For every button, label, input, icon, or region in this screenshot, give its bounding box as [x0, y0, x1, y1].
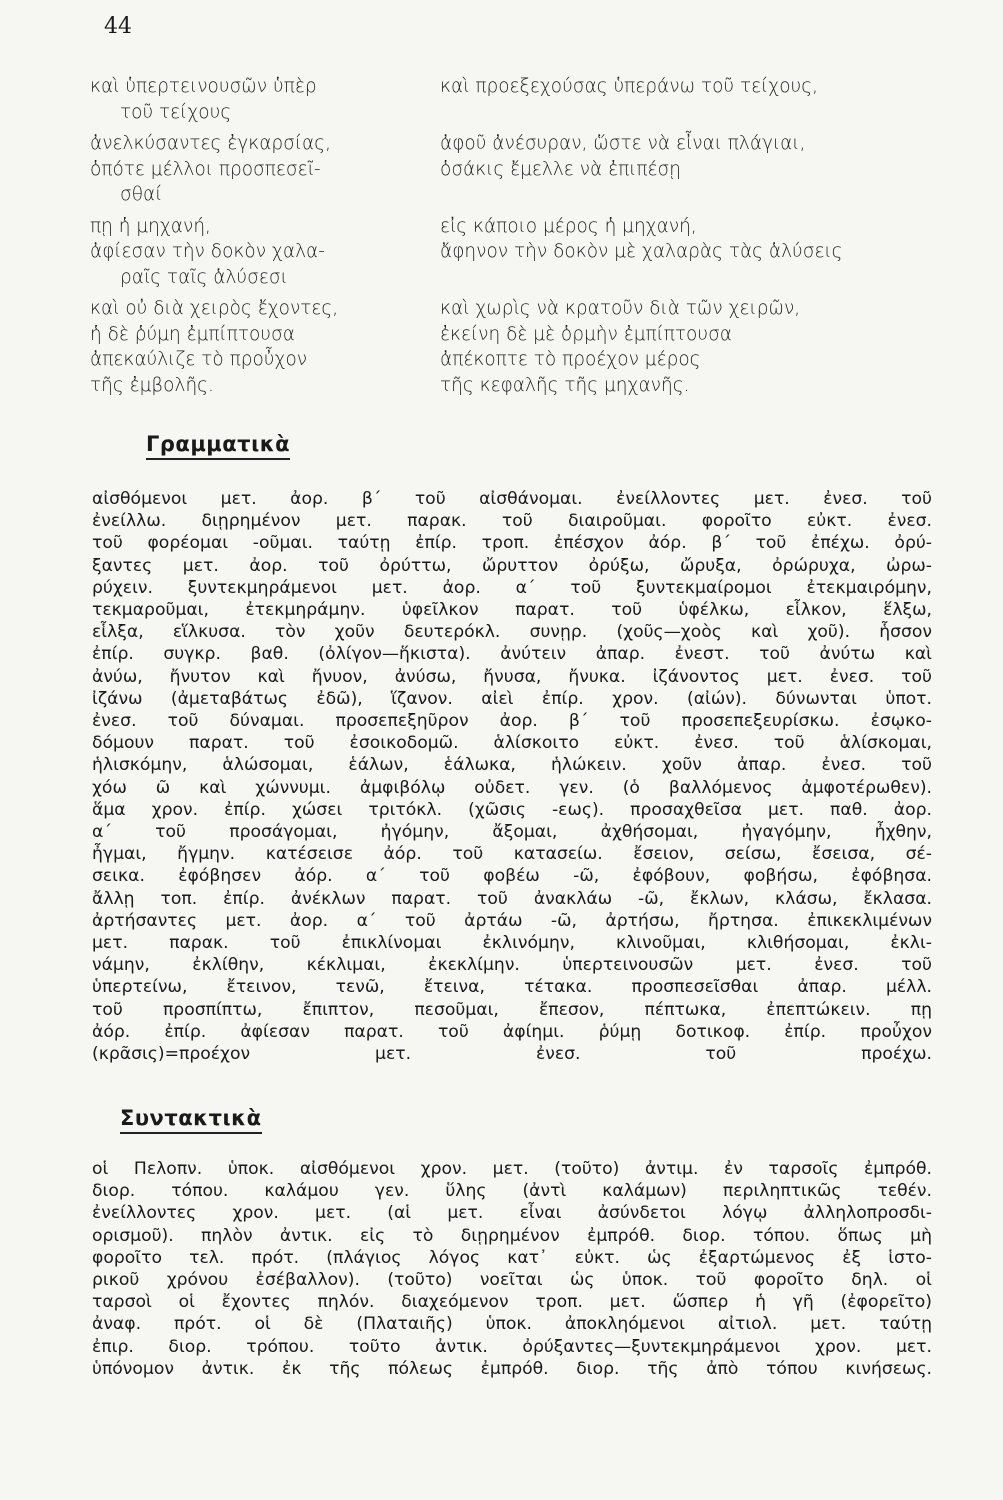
note-line: οἱ Πελοπν. ὑποκ. αἰσθόμενοι χρον. μετ. (τοῦτο) ἀντιμ. ἐν ταρσοῖς ἐμπρόθ.	[92, 1159, 932, 1179]
note-line: τοῦ φορέομαι -οῦμαι. ταύτῃ ἐπίρ. τροπ. ἐπέσχον ἀόρ. β΄ τοῦ ἐπέχω. ὀρύ-	[92, 533, 932, 554]
translation-line: καὶ χωρὶς νὰ κρατοῦν διὰ τῶν χειρῶν,	[440, 298, 801, 319]
original-line: τῆς ἐμβολῆς.	[90, 374, 214, 396]
note-line: φοροῖτο τελ. πρότ. (πλάγιος λόγος κατ᾿ εὐκτ. ὡς ἐξαρτώμενος ἐξ ἱστο-	[92, 1247, 932, 1268]
translation-line: τῆς κεφαλῆς τῆς μηχανῆς.	[440, 374, 690, 396]
translation-line: ἀφοῦ ἀνέσυραν, ὥστε νὰ εἶναι πλάγιαι,	[440, 133, 806, 154]
note-line: ἀναφ. πρότ. οἱ δὲ (Πλαταιῆς) ὑποκ. ἀποκληόμενοι αἰτιολ. μετ. ταύτῃ	[92, 1314, 932, 1335]
note-line: ἐνείλλοντες χρον. μετ. (αἱ μετ. εἶναι ἀσύνδετοι λόγῳ ἀλληλοπροσδι-	[92, 1203, 932, 1224]
note-line: ἐπιρ. διορ. τρόπου. τοῦτο ἀντικ. ὀρύξαντες—ξυντεκμηράμενοι χρον. μετ.	[92, 1336, 932, 1357]
original-line: καὶ ὑπερτεινουσῶν ὑπὲρ	[90, 76, 317, 97]
note-line: δόμουν παρατ. τοῦ ἐσοικοδομῶ. ἁλίσκοιτο εὐκτ. ἐνεσ. τοῦ ἁλίσκομαι,	[92, 733, 932, 754]
grammar-notes	[92, 488, 932, 1065]
note-line: ἅμα χρον. ἐπίρ. χώσει τριτόκλ. (χῶσις -εως). προσαχθεῖσα μετ. παθ. ἀορ.	[92, 799, 932, 820]
note-line: ἐπίρ. συγκρ. βαθ. (ὀλίγον—ἥκιστα). ἀνύτειν ἀπαρ. ἐνεστ. τοῦ ἀνύτω καὶ	[92, 644, 932, 665]
note-line: χόω ῶ καὶ χώννυμι. ἀμφιβόλῳ οὐδετ. γεν. (ὁ βαλλόμενος ἀμφοτέρωθεν).	[92, 777, 932, 798]
original-line: ἀπεκαύλιζε τὸ προὖχον	[90, 349, 308, 370]
note-line: ταρσοὶ οἱ ἔχοντες πηλόν. διαχεόμενον τροπ. μετ. ὥσπερ ἡ γῆ (ἐφορεῖτο)	[92, 1292, 932, 1313]
syntax-heading: Συντακτικὰ	[120, 1106, 262, 1134]
original-line: ραῖς ταῖς ἁλύσεσι	[120, 266, 288, 288]
note-line: ἀνύω, ἤνυτον καὶ ἤνυον, ἀνύσω, ἤνυσα, ἤνυκα. ἰζάνοντος μετ. ἐνεσ. τοῦ	[92, 666, 932, 687]
note-line: α΄ τοῦ προσάγομαι, ἠγόμην, ἄξομαι, ἀχθήσομαι, ἠγαγόμην, ἦχθην,	[92, 822, 932, 843]
original-line: σθαί	[120, 184, 163, 205]
grammar-heading: Γραμματικὰ	[146, 432, 290, 460]
note-line: νάμην, ἐκλίθην, κέκλιμαι, ἐκεκλίμην. ὑπερτεινουσῶν μετ. ἐνεσ. τοῦ	[92, 955, 932, 976]
original-line: ἀφίεσαν τὴν δοκὸν χαλα-	[90, 241, 325, 262]
note-line: ἐνείλλω. διῃρημένον μετ. παρακ. τοῦ διαιροῦμαι. φοροῖτο εὐκτ. ἐνεσ.	[92, 511, 932, 532]
original-line: τοῦ τείχους	[120, 101, 232, 123]
note-line: (κρᾶσις)=προέχον μετ. ἐνεσ. τοῦ προέχω.	[92, 1044, 932, 1065]
parallel-translation	[90, 74, 950, 398]
original-line: ὁπότε μέλλοι προσπεσεῖ-	[90, 158, 321, 180]
translation-line: ἐκείνη δὲ μὲ ὁρμὴν ἐμπίπτουσα	[440, 323, 732, 345]
note-line: ορισμοῦ). πηλὸν ἀντικ. εἰς τὸ διῃρημένον ἐμπρόθ. διορ. τόπου. ὅπως μὴ	[92, 1225, 932, 1246]
syntax-notes	[92, 1158, 932, 1380]
translation-line: εἰς κάποιο μέρος ἡ μηχανή,	[440, 215, 697, 237]
note-line: εἷλξα, εἵλκυσα. τὸν χοῦν δευτερόκλ. συνῃρ. (χοῦς—χοὸς καὶ χοῦ). ἧσσον	[92, 622, 932, 643]
note-line: μετ. παρακ. τοῦ ἐπικλίνομαι ἐκλινόμην, κλινοῦμαι, κλιθήσομαι, ἐκλι-	[92, 933, 932, 954]
translation-line: ὁσάκις ἔμελλε νὰ ἐπιπέσῃ	[440, 158, 681, 180]
note-line: τεκμαροῦμαι, ἐτεκμηράμην. ὑφεῖλκον παρατ. τοῦ ὑφέλκω, εἷλκον, ἕλξω,	[92, 600, 932, 621]
note-line: διορ. τόπου. καλάμου γεν. ὕλης (ἀντὶ καλάμων) περιληπτικῶς τεθέν.	[92, 1181, 932, 1202]
note-line: ἐνεσ. τοῦ δύναμαι. προσεπεξηῦρον ἀορ. β΄ τοῦ προσεπεξευρίσκω. ἐσῳκο-	[92, 711, 932, 732]
note-line: ρικοῦ χρόνου ἐσέβαλλον). (τοῦτο) νοεῖται ὡς ὑποκ. τοῦ φοροῖτο δηλ. οἱ	[92, 1270, 932, 1291]
original-line: καὶ οὐ διὰ χειρὸς ἔχοντες,	[90, 298, 339, 319]
page-number: 44	[104, 14, 132, 39]
note-line: ξαντες μετ. ἀορ. τοῦ ὀρύττω, ὤρυττον ὀρύξω, ὤρυξα, ὀρώρυχα, ὠρω-	[92, 555, 932, 576]
note-line: ὑπερτείνω, ἔτεινον, τενῶ, ἔτεινα, τέτακα. προσπεσεῖσθαι ἀπαρ. μέλλ.	[92, 977, 932, 998]
original-text-column	[90, 74, 440, 398]
note-line: ἡλισκόμην, ἁλώσομαι, ἑάλων, ἑάλωκα, ἡλώκειν. χοῦν ἀπαρ. ἐνεσ. τοῦ	[92, 755, 932, 776]
note-line: ἄλλῃ τοπ. ἐπίρ. ἀνέκλων παρατ. τοῦ ἀνακλάω -ῶ, ἔκλων, κλάσω, ἔκλασα.	[92, 888, 932, 909]
original-line: ἀνελκύσαντες ἐγκαρσίας,	[90, 133, 331, 154]
note-line: ὑπόνομον ἀντικ. ἐκ τῆς πόλεως ἐμπρόθ. διορ. τῆς ἀπὸ τόπου κινήσεως.	[92, 1358, 932, 1379]
original-line: ἡ δὲ ῥύμη ἐμπίπτουσα	[90, 323, 295, 345]
note-line: τοῦ προσπίπτω, ἔπιπτον, πεσοῦμαι, ἔπεσον, πέπτωκα, ἐπεπτώκειν. πῃ	[92, 999, 932, 1020]
note-line: ἀόρ. ἐπίρ. ἀφίεσαν παρατ. τοῦ ἀφίημι. ῥύμῃ δοτικοφ. ἐπίρ. προὖχον	[92, 1021, 932, 1042]
translation-line: ἄφηνον τὴν δοκὸν μὲ χαλαρὰς τὰς ἁλύσεις	[440, 241, 843, 262]
translation-column	[440, 74, 950, 398]
note-line: ἀρτήσαντες μετ. ἀορ. α΄ τοῦ ἀρτάω -ῶ, ἀρτήσω, ἤρτησα. ἐπικεκλιμένων	[92, 910, 932, 931]
note-line: ρύχειν. ξυντεκμηράμενοι μετ. ἀορ. α΄ τοῦ ξυντεκμαίρομοι ἐτεκμαιρόμην,	[92, 577, 932, 598]
translation-line: καὶ προεξεχούσας ὑπεράνω τοῦ τείχους,	[440, 76, 819, 97]
translation-line: ἀπέκοπτε τὸ προέχον μέρος	[440, 349, 701, 370]
note-line: αἰσθόμενοι μετ. ἀορ. β΄ τοῦ αἰσθάνομαι. ἐνείλλοντες μετ. ἐνεσ. τοῦ	[92, 489, 932, 509]
note-line: σεικα. ἐφόβησεν ἀόρ. α΄ τοῦ φοβέω -ῶ, ἐφόβουν, φοβήσω, ἐφόβησα.	[92, 866, 932, 887]
note-line: ἦγμαι, ἤγμην. κατέσεισε ἀόρ. τοῦ κατασείω. ἔσειον, σείσω, ἔσεισα, σέ-	[92, 844, 932, 865]
original-line: πῃ ἡ μηχανή,	[90, 215, 211, 237]
note-line: ἰζάνω (ἀμεταβάτως ἐδῶ), ἵζανον. αἰεὶ ἐπίρ. χρον. (αἰών). δύνωνται ὑποτ.	[92, 688, 932, 709]
